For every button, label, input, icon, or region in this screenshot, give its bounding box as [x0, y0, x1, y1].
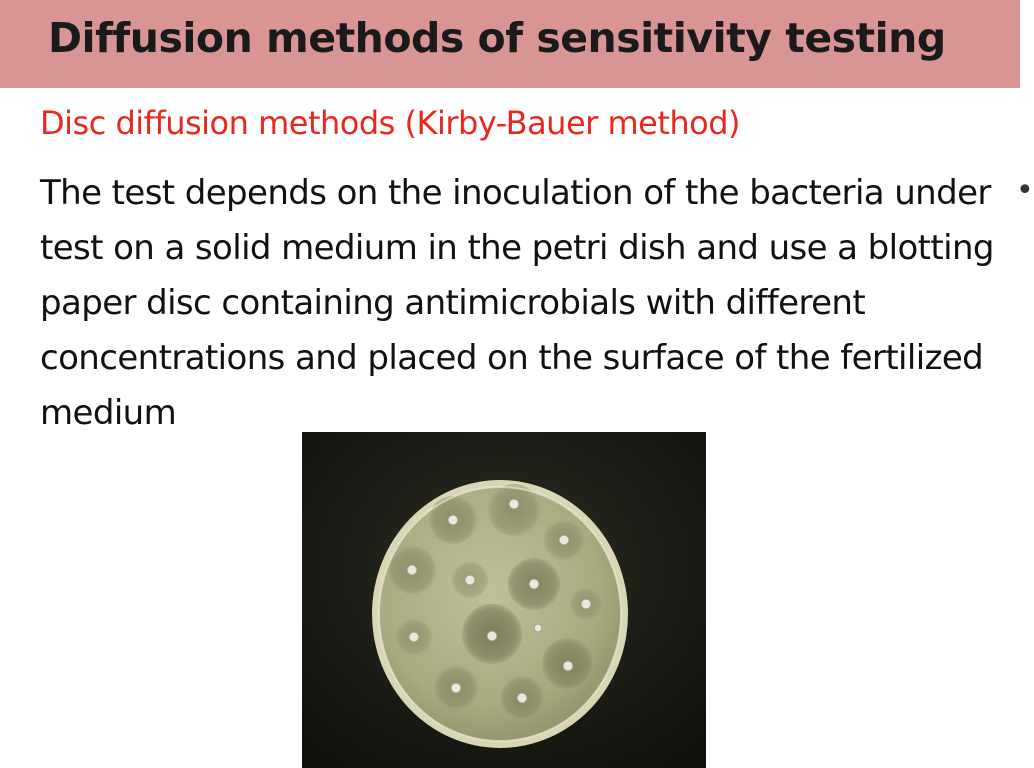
bullet-dot-icon: •	[1016, 173, 1034, 208]
antibiotic-disc	[465, 575, 475, 585]
antibiotic-disc	[487, 631, 497, 641]
antibiotic-disc	[559, 535, 569, 545]
antibiotic-disc	[448, 515, 458, 525]
antibiotic-disc	[451, 683, 461, 693]
antibiotic-disc	[529, 579, 539, 589]
petri-dish	[372, 480, 628, 748]
slide-subtitle: Disc diffusion methods (Kirby-Bauer method)	[40, 104, 741, 142]
title-bar	[0, 0, 1022, 88]
petri-dish-photo	[302, 432, 706, 768]
body-paragraph: The test depends on the inoculation of the bacteria under test on a solid medium in the petri dish and use a blotting paper disc containing antimicrobials with different concentrations and placed on the surface of the fertilized medium	[40, 173, 994, 433]
antibiotic-disc	[563, 661, 573, 671]
antibiotic-disc	[534, 624, 542, 632]
antibiotic-disc	[407, 565, 417, 575]
antibiotic-disc	[517, 693, 527, 703]
slide-title: Diffusion methods of sensitivity testing	[48, 14, 946, 62]
antibiotic-disc	[509, 499, 519, 509]
antibiotic-disc	[409, 632, 419, 642]
antibiotic-disc	[581, 599, 591, 609]
